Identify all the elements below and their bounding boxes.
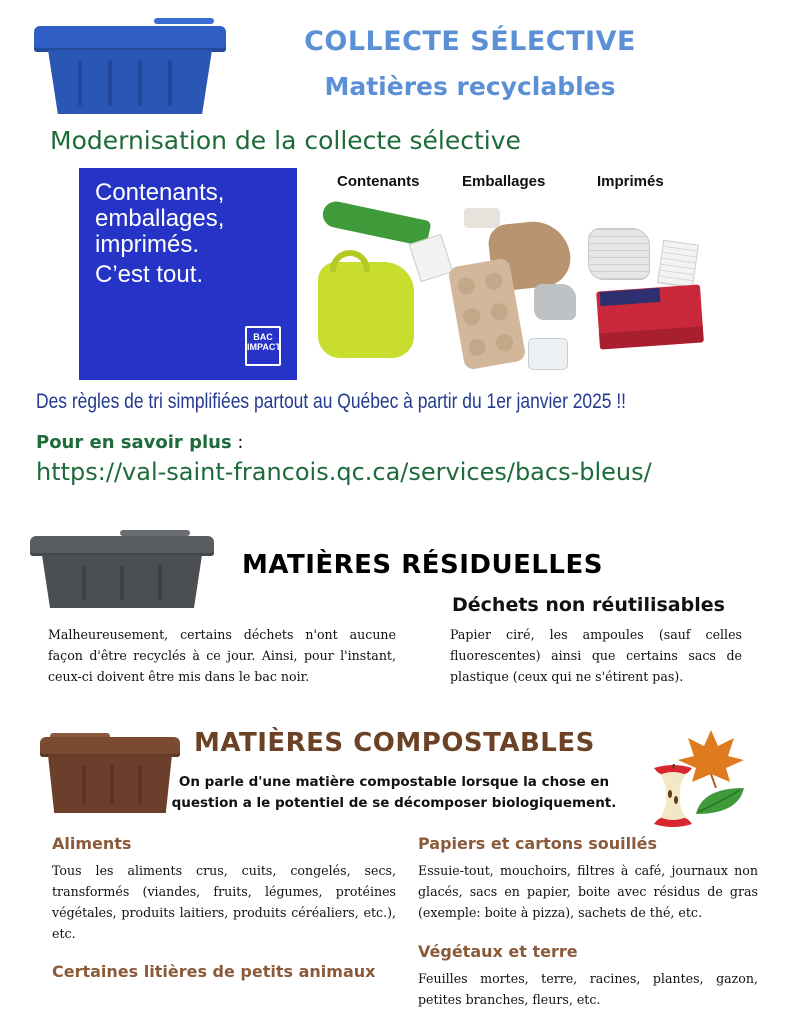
section-text-vegetaux: Feuilles mortes, terre, racines, plantes, gazon, petites branches, fleurs, etc.	[418, 971, 758, 1007]
poster-line: Contenants,	[95, 179, 225, 206]
blue-recycling-bin-icon	[34, 18, 226, 114]
learn-more-link[interactable]: https://val-saint-francois.qc.ca/services/bacs-bleus/	[36, 458, 652, 486]
glass-bottle-icon	[320, 199, 431, 247]
compost-intro: On parle d'une matière compostable lorsque la chose en question a le potentiel de se décomposer biologiquement.	[171, 774, 617, 811]
poster-line: emballages,	[95, 205, 225, 232]
page-subtitle: Matières recyclables	[324, 72, 616, 101]
plastic-jug-icon	[318, 262, 414, 358]
bac-impact-logo: BAC IMPACT	[245, 326, 281, 366]
green-leaf-icon	[694, 784, 746, 818]
section-heading-aliments: Aliments	[52, 834, 132, 853]
category-label-imprimes: Imprimés	[597, 173, 664, 190]
page-title: COLLECTE SÉLECTIVE	[304, 26, 636, 57]
apple-core-icon	[648, 764, 698, 828]
category-label-emballages: Emballages	[462, 173, 546, 190]
residuals-description: Malheureusement, certains déchets n'ont aucune façon d'être recyclés à ce jour. Ainsi, pour l'instant, ceux-ci doivent être mis dans le bac noir.	[48, 627, 396, 684]
plastic-container-icon	[528, 338, 568, 370]
crumpled-paper-icon	[588, 228, 650, 280]
section-text-papiers: Essuie-tout, mouchoirs, filtres à café, journaux non glacés, sacs en papier, boite avec résidus de gras (exemple: boite à pizza), sachets de thé, etc.	[418, 863, 758, 920]
recyclables-heading: Modernisation de la collecte sélective	[50, 126, 521, 155]
poster-line: imprimés.	[95, 231, 200, 258]
aluminum-foil-icon	[534, 284, 576, 320]
residuals-title: MATIÈRES RÉSIDUELLES	[242, 550, 603, 580]
section-text-aliments: Tous les aliments crus, cuits, congelés, secs, transformés (viandes, fruits, légumes, protéines végétales, produits laitiers, produits céréaliers, etc.), etc.	[52, 863, 396, 941]
residuals-subtitle: Déchets non réutilisables	[452, 594, 725, 616]
section-heading-papiers: Papiers et cartons souillés	[418, 834, 657, 853]
food-tray-icon	[464, 208, 500, 228]
poster-line: C’est tout.	[95, 261, 204, 288]
juice-carton-icon	[409, 234, 454, 283]
section-heading-vegetaux: Végétaux et terre	[418, 942, 578, 961]
brown-compost-bin-icon	[40, 733, 180, 813]
rules-notice: Des règles de tri simplifiées partout au Québec à partir du 1er janvier 2025 !!	[36, 390, 627, 413]
recycling-poster	[79, 168, 297, 380]
category-label-contenants: Contenants	[337, 173, 420, 190]
residuals-examples: Papier ciré, les ampoules (sauf celles fluorescentes) ainsi que certains sacs de plastique (ceux qui ne s'étirent pas).	[450, 627, 742, 684]
compost-title: MATIÈRES COMPOSTABLES	[194, 728, 595, 758]
section-heading-litieres: Certaines litières de petits animaux	[52, 962, 376, 981]
grey-garbage-bin-icon	[30, 530, 214, 608]
paper-sheet-icon	[657, 240, 699, 289]
learn-more-label: Pour en savoir plus :	[36, 432, 244, 453]
